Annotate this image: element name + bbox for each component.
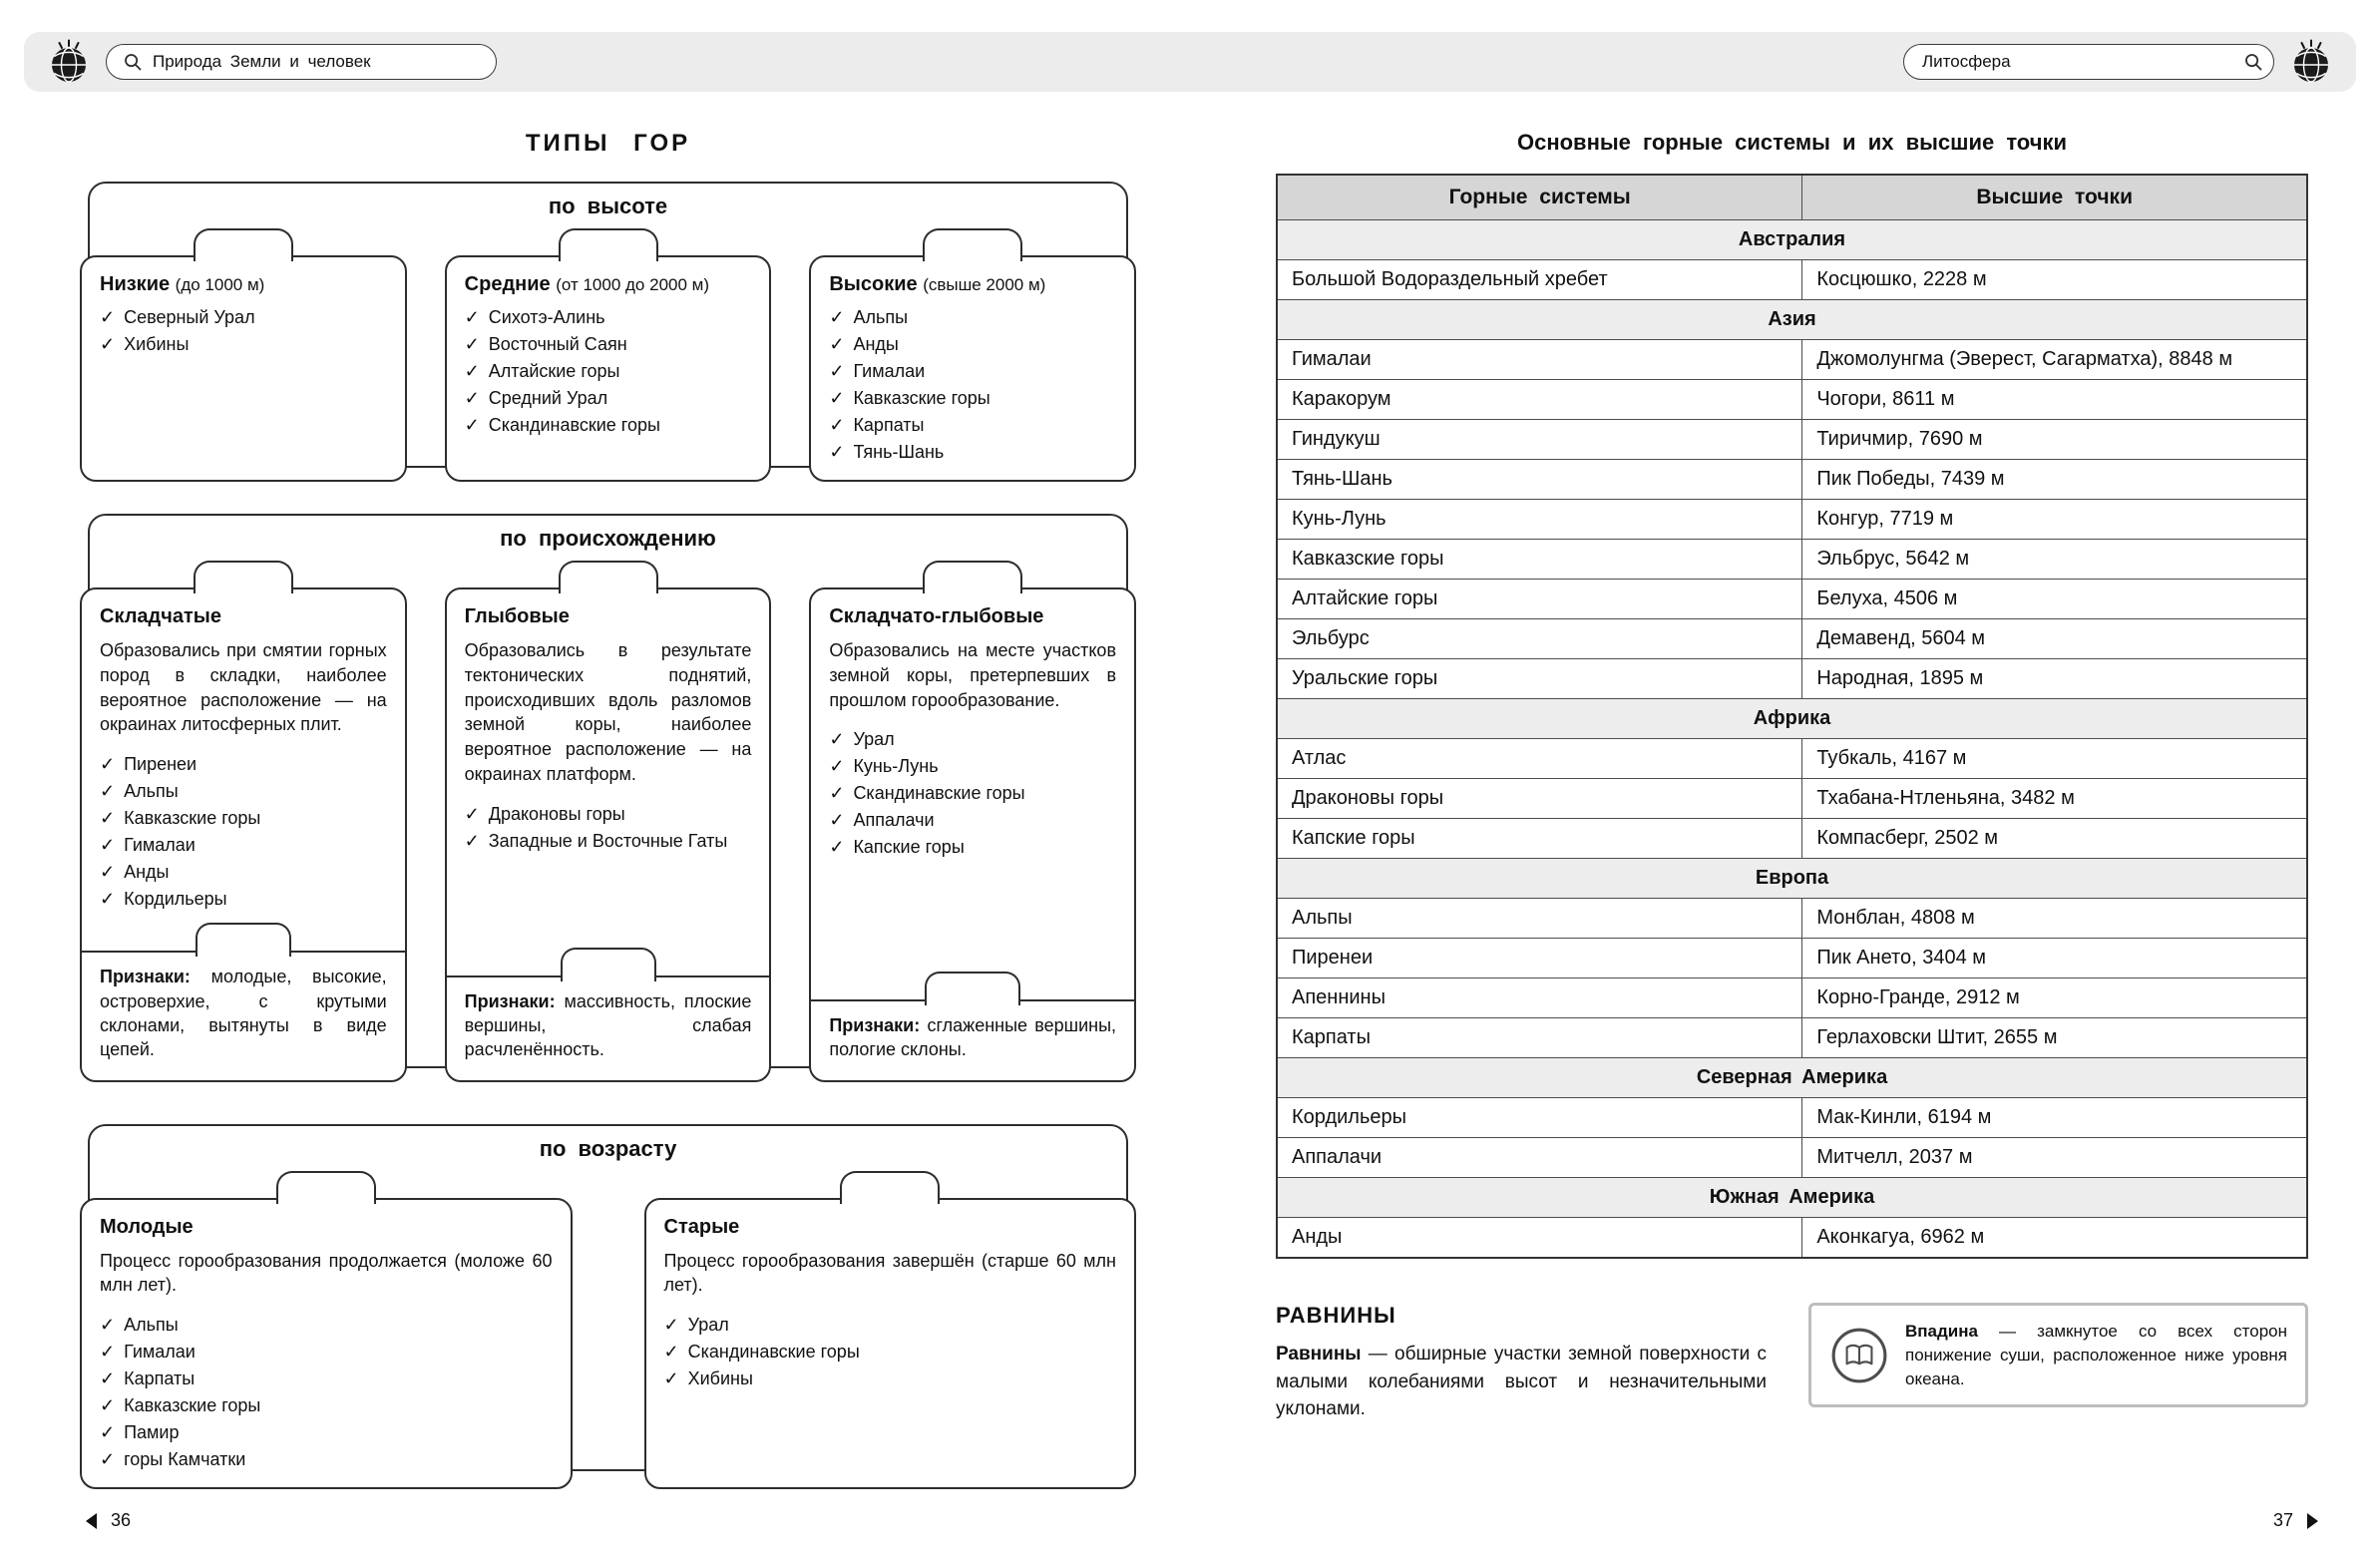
- check-icon: [829, 726, 844, 753]
- list-item: ✓ Карпаты: [829, 412, 1116, 439]
- table-row: [1277, 619, 2307, 659]
- series-search-field[interactable]: [106, 44, 497, 80]
- table-header-row: [1277, 175, 2307, 220]
- top-bar: [24, 32, 2356, 92]
- card-description: Образовались в результате тектонических поднятий, происходивших вдоль разломов земной коры, наиболее вероятное расположение — на окраинах платформ.: [464, 640, 752, 785]
- table-row: [1277, 779, 2307, 819]
- table-row: [1277, 380, 2307, 420]
- table-cell: Аконкагуа, 6962 м: [1802, 1218, 2307, 1259]
- list-item: ✓ Альпы: [829, 304, 1116, 331]
- check-icon: [664, 1339, 679, 1366]
- region-label: Африка: [1277, 699, 2307, 739]
- list-item: ✓ Альпы: [100, 1312, 553, 1339]
- list-item: ✓ Пиренеи: [100, 751, 387, 778]
- table-cell: Народная, 1895 м: [1802, 659, 2307, 699]
- card-description: Образовались на месте участков земной коры, претерпевших в прошлом горообразование.: [829, 640, 1117, 710]
- signs-label: Признаки:: [464, 990, 556, 1011]
- table-row: [1277, 659, 2307, 699]
- table-row: [1277, 540, 2307, 580]
- check-icon: [100, 805, 115, 832]
- examples-list: [100, 304, 387, 358]
- card-title: [100, 605, 387, 628]
- table-row: [1277, 260, 2307, 300]
- card-title-text: Складчатые: [100, 605, 221, 627]
- list-item: ✓ Скандинавские горы: [664, 1339, 1117, 1366]
- table-cell: Конгур, 7719 м: [1802, 500, 2307, 540]
- check-icon: [465, 801, 480, 828]
- list-item: ✓ Гималаи: [100, 832, 387, 859]
- depression-callout: [1808, 1303, 2308, 1407]
- signs-text: массивность, плоские вершины, слабая расчленённость.: [464, 990, 752, 1060]
- table-cell: Капские горы: [1277, 819, 1802, 859]
- list-item: ✓ Аппалачи: [829, 807, 1116, 834]
- signs-note: [811, 999, 1134, 1066]
- check-icon: [829, 807, 844, 834]
- card-title-text: Глыбовые: [464, 605, 570, 627]
- table-cell: Атлас: [1277, 739, 1802, 779]
- table-cell: Митчелл, 2037 м: [1802, 1138, 2307, 1178]
- section-label: по возрасту: [539, 1135, 677, 1161]
- table-cell: Уральские горы: [1277, 659, 1802, 699]
- page-number: 37: [2272, 1510, 2293, 1530]
- card-title: [465, 273, 752, 296]
- region-label: Европа: [1277, 859, 2307, 899]
- section-by-origin: [88, 514, 1128, 1068]
- list-item: ✓ Урал: [664, 1312, 1117, 1339]
- card-title-text: Молодые: [100, 1215, 194, 1238]
- list-item: ✓ Капские горы: [829, 834, 1116, 861]
- table-region-row: [1277, 1058, 2307, 1098]
- card-title: [100, 273, 387, 296]
- region-label: Северная Америка: [1277, 1058, 2307, 1098]
- check-icon: [465, 828, 480, 855]
- table-cell: Кавказские горы: [1277, 540, 1802, 580]
- page-number: 36: [111, 1510, 132, 1530]
- examples-list: [664, 1312, 1117, 1392]
- table-cell: Тубкаль, 4167 м: [1802, 739, 2307, 779]
- check-icon: [465, 304, 480, 331]
- page-title: ТИПЫ ГОР: [525, 130, 691, 157]
- card-title: [465, 605, 752, 628]
- card-subtitle: (свыше 2000 м): [923, 275, 1046, 294]
- section-by-height: [88, 182, 1128, 468]
- check-icon: [100, 1312, 115, 1339]
- table-cell: Монблан, 4808 м: [1802, 899, 2307, 939]
- table-row: [1277, 1218, 2307, 1259]
- list-item: ✓ Кавказские горы: [100, 1392, 553, 1419]
- check-icon: [829, 385, 844, 412]
- mountain-table: [1276, 174, 2308, 1259]
- table-cell: Пик Ането, 3404 м: [1802, 939, 2307, 978]
- page-nav-right: [2273, 1510, 2318, 1531]
- check-icon: [100, 331, 115, 358]
- check-icon: [100, 832, 115, 859]
- table-cell: Гиндукуш: [1277, 420, 1802, 460]
- table-row: [1277, 1138, 2307, 1178]
- table-cell: Кунь-Лунь: [1277, 500, 1802, 540]
- section-label: по высоте: [548, 194, 668, 218]
- table-row: [1277, 340, 2307, 380]
- table-cell: Белуха, 4506 м: [1802, 580, 2307, 619]
- card-medium-mountains: [445, 255, 772, 482]
- callout-definition-text: — замкнутое со всех сторон понижение суши, расположенное ниже уровня океана.: [1905, 1322, 2287, 1388]
- list-item: ✓ Кунь-Лунь: [829, 753, 1116, 780]
- plains-definition: [1276, 1341, 1767, 1423]
- table-cell: Большой Водораздельный хребет: [1277, 260, 1802, 300]
- table-region-row: [1277, 1178, 2307, 1218]
- list-item: ✓ Кавказские горы: [100, 805, 387, 832]
- table-cell: Компасберг, 2502 м: [1802, 819, 2307, 859]
- list-item: ✓ Карпаты: [100, 1366, 553, 1392]
- table-cell: Пик Победы, 7439 м: [1802, 460, 2307, 500]
- list-item: ✓ Хибины: [664, 1366, 1117, 1392]
- check-icon: [100, 1366, 115, 1392]
- globe-icon: [2288, 39, 2334, 85]
- table-cell: Джомолунгма (Эверест, Сагарматха), 8848 м: [1802, 340, 2307, 380]
- check-icon: [664, 1366, 679, 1392]
- check-icon: [100, 304, 115, 331]
- table-row: [1277, 1018, 2307, 1058]
- column-header-peaks: Высшие точки: [1802, 175, 2307, 220]
- card-description: Процесс горообразования завершён (старше 60 млн лет).: [663, 1250, 1116, 1296]
- book-icon: [1829, 1326, 1889, 1385]
- check-icon: [100, 1419, 115, 1446]
- section-by-age: [88, 1124, 1128, 1472]
- list-item: ✓ Драконовы горы: [465, 801, 752, 828]
- table-row: [1277, 460, 2307, 500]
- card-description: Образовались при смятии горных пород в складки, наиболее вероятное расположение — на окраинах литосферных плит.: [100, 640, 387, 735]
- table-cell: Гималаи: [1277, 340, 1802, 380]
- topic-search-text: Литосфера: [1922, 52, 2011, 71]
- check-icon: [829, 439, 844, 466]
- table-row: [1277, 899, 2307, 939]
- list-item: ✓ горы Камчатки: [100, 1446, 553, 1473]
- list-item: ✓ Урал: [829, 726, 1116, 753]
- table-cell: Пиренеи: [1277, 939, 1802, 978]
- signs-label: Признаки:: [829, 1014, 921, 1035]
- check-icon: [100, 1339, 115, 1366]
- section-label: по происхождению: [500, 526, 716, 551]
- plains-term: Равнины: [1276, 1344, 1362, 1365]
- table-cell: Драконовы горы: [1277, 779, 1802, 819]
- check-icon: [100, 1392, 115, 1419]
- table-cell: Кордильеры: [1277, 1098, 1802, 1138]
- card-subtitle: (от 1000 до 2000 м): [556, 275, 709, 294]
- list-item: ✓ Анды: [829, 331, 1116, 358]
- card-title: [829, 273, 1116, 296]
- card-title: [829, 605, 1116, 628]
- table-cell: Демавенд, 5604 м: [1802, 619, 2307, 659]
- top-bar-left: [46, 39, 497, 85]
- table-region-row: [1277, 300, 2307, 340]
- list-item: ✓ Хибины: [100, 331, 387, 358]
- series-search-text: Природа Земли и человек: [153, 52, 371, 71]
- column-header-systems: Горные системы: [1277, 175, 1802, 220]
- table-cell: Тянь-Шань: [1277, 460, 1802, 500]
- page-nav-left: [86, 1510, 131, 1531]
- check-icon: [100, 886, 115, 913]
- list-item: ✓ Скандинавские горы: [829, 780, 1116, 807]
- check-icon: [664, 1312, 679, 1339]
- examples-list: [465, 304, 752, 439]
- card-title: [664, 1216, 1117, 1239]
- card-folded-mountains: [80, 587, 407, 1082]
- table-cell: Аппалачи: [1277, 1138, 1802, 1178]
- table-cell: Алтайские горы: [1277, 580, 1802, 619]
- list-item: ✓ Средний Урал: [465, 385, 752, 412]
- region-label: Австралия: [1277, 220, 2307, 260]
- page-left: [0, 96, 1190, 1561]
- list-item: ✓ Восточный Саян: [465, 331, 752, 358]
- table-cell: Апеннины: [1277, 978, 1802, 1018]
- card-title-text: Высокие: [829, 273, 918, 295]
- list-item: ✓ Тянь-Шань: [829, 439, 1116, 466]
- check-icon: [100, 1446, 115, 1473]
- region-label: Азия: [1277, 300, 2307, 340]
- table-title: Основные горные системы и их высшие точки: [1516, 130, 2068, 155]
- table-region-row: [1277, 699, 2307, 739]
- table-row: [1277, 739, 2307, 779]
- examples-list: [465, 801, 752, 855]
- list-item: ✓ Гималаи: [829, 358, 1116, 385]
- list-item: ✓ Кавказские горы: [829, 385, 1116, 412]
- table-row: [1277, 939, 2307, 978]
- list-item: ✓ Северный Урал: [100, 304, 387, 331]
- table-row: [1277, 500, 2307, 540]
- table-region-row: [1277, 859, 2307, 899]
- prev-page-icon[interactable]: [86, 1513, 97, 1529]
- table-cell: Каракорум: [1277, 380, 1802, 420]
- card-title: [100, 1216, 553, 1239]
- list-item: ✓ Скандинавские горы: [465, 412, 752, 439]
- examples-list: [829, 726, 1116, 861]
- table-body: [1277, 220, 2307, 1259]
- check-icon: [465, 385, 480, 412]
- table-cell: Косцюшко, 2228 м: [1802, 260, 2307, 300]
- check-icon: [465, 331, 480, 358]
- card-old-mountains: [644, 1198, 1137, 1490]
- bottom-row: [1276, 1303, 2308, 1423]
- table-row: [1277, 819, 2307, 859]
- pages: [0, 96, 2380, 1561]
- check-icon: [829, 358, 844, 385]
- table-row: [1277, 978, 2307, 1018]
- region-label: Южная Америка: [1277, 1178, 2307, 1218]
- card-title-text: Низкие: [100, 273, 171, 295]
- search-icon[interactable]: [123, 52, 143, 72]
- table-cell: Корно-Гранде, 2912 м: [1802, 978, 2307, 1018]
- plains-definition-text: — обширные участки земной поверхности с малыми колебаниями высот и незначительными уклонами.: [1276, 1344, 1767, 1420]
- signs-label: Признаки:: [100, 967, 191, 987]
- card-description: Процесс горообразования продолжается (моложе 60 млн лет).: [100, 1250, 553, 1296]
- list-item: ✓ Анды: [100, 859, 387, 886]
- next-page-icon[interactable]: [2307, 1513, 2318, 1529]
- table-cell: Герлаховски Штит, 2655 м: [1802, 1018, 2307, 1058]
- check-icon: [100, 751, 115, 778]
- check-icon: [829, 304, 844, 331]
- table-cell: Эльбурс: [1277, 619, 1802, 659]
- check-icon: [100, 778, 115, 805]
- signs-note: [82, 951, 405, 1065]
- table-cell: Мак-Кинли, 6194 м: [1802, 1098, 2307, 1138]
- table-cell: Эльбрус, 5642 м: [1802, 540, 2307, 580]
- check-icon: [829, 753, 844, 780]
- signs-text: молодые, высокие, островерхие, с крутыми склонами, вытянуты в виде цепей.: [100, 967, 387, 1060]
- table-cell: Чогори, 8611 м: [1802, 380, 2307, 420]
- plains-heading: РАВНИНЫ: [1276, 1303, 1396, 1328]
- list-item: ✓ Западные и Восточные Гаты: [465, 828, 752, 855]
- table-cell: Карпаты: [1277, 1018, 1802, 1058]
- check-icon: [829, 412, 844, 439]
- check-icon: [829, 331, 844, 358]
- callout-text: [1905, 1320, 2287, 1390]
- topic-search-field[interactable]: [1903, 44, 2274, 80]
- check-icon: [465, 412, 480, 439]
- table-cell: Альпы: [1277, 899, 1802, 939]
- card-subtitle: (до 1000 м): [175, 275, 265, 294]
- search-icon[interactable]: [2243, 52, 2263, 72]
- signs-note: [447, 976, 770, 1066]
- list-item: ✓ Кордильеры: [100, 886, 387, 913]
- globe-icon: [46, 39, 92, 85]
- cards-row: [80, 255, 1136, 482]
- cards-row: [80, 587, 1136, 1082]
- check-icon: [465, 358, 480, 385]
- callout-term: Впадина: [1905, 1322, 1978, 1341]
- table-cell: Анды: [1277, 1218, 1802, 1259]
- list-item: ✓ Памир: [100, 1419, 553, 1446]
- cards-row: [80, 1198, 1136, 1490]
- check-icon: [829, 780, 844, 807]
- card-block-mountains: [445, 587, 772, 1082]
- examples-list: [100, 1312, 553, 1473]
- card-title-text: Складчато-глыбовые: [829, 605, 1044, 627]
- card-title-text: Старые: [663, 1215, 740, 1238]
- list-item: ✓ Алтайские горы: [465, 358, 752, 385]
- card-young-mountains: [80, 1198, 573, 1490]
- list-item: ✓ Сихотэ-Алинь: [465, 304, 752, 331]
- table-cell: Тиричмир, 7690 м: [1802, 420, 2307, 460]
- check-icon: [100, 859, 115, 886]
- examples-list: [100, 751, 387, 913]
- table-row: [1277, 1098, 2307, 1138]
- list-item: ✓ Гималаи: [100, 1339, 553, 1366]
- table-row: [1277, 420, 2307, 460]
- page-right: [1190, 96, 2380, 1561]
- list-item: ✓ Альпы: [100, 778, 387, 805]
- top-bar-right: [1903, 39, 2334, 85]
- card-folded-block-mountains: [809, 587, 1136, 1082]
- examples-list: [829, 304, 1116, 466]
- table-cell: Тхабана-Нтленьяна, 3482 м: [1802, 779, 2307, 819]
- table-region-row: [1277, 220, 2307, 260]
- signs-text: сглаженные вершины, пологие склоны.: [829, 1014, 1117, 1060]
- table-row: [1277, 580, 2307, 619]
- check-icon: [829, 834, 844, 861]
- card-low-mountains: [80, 255, 407, 482]
- plains-block: [1276, 1303, 1767, 1423]
- card-title-text: Средние: [464, 273, 551, 295]
- card-high-mountains: [809, 255, 1136, 482]
